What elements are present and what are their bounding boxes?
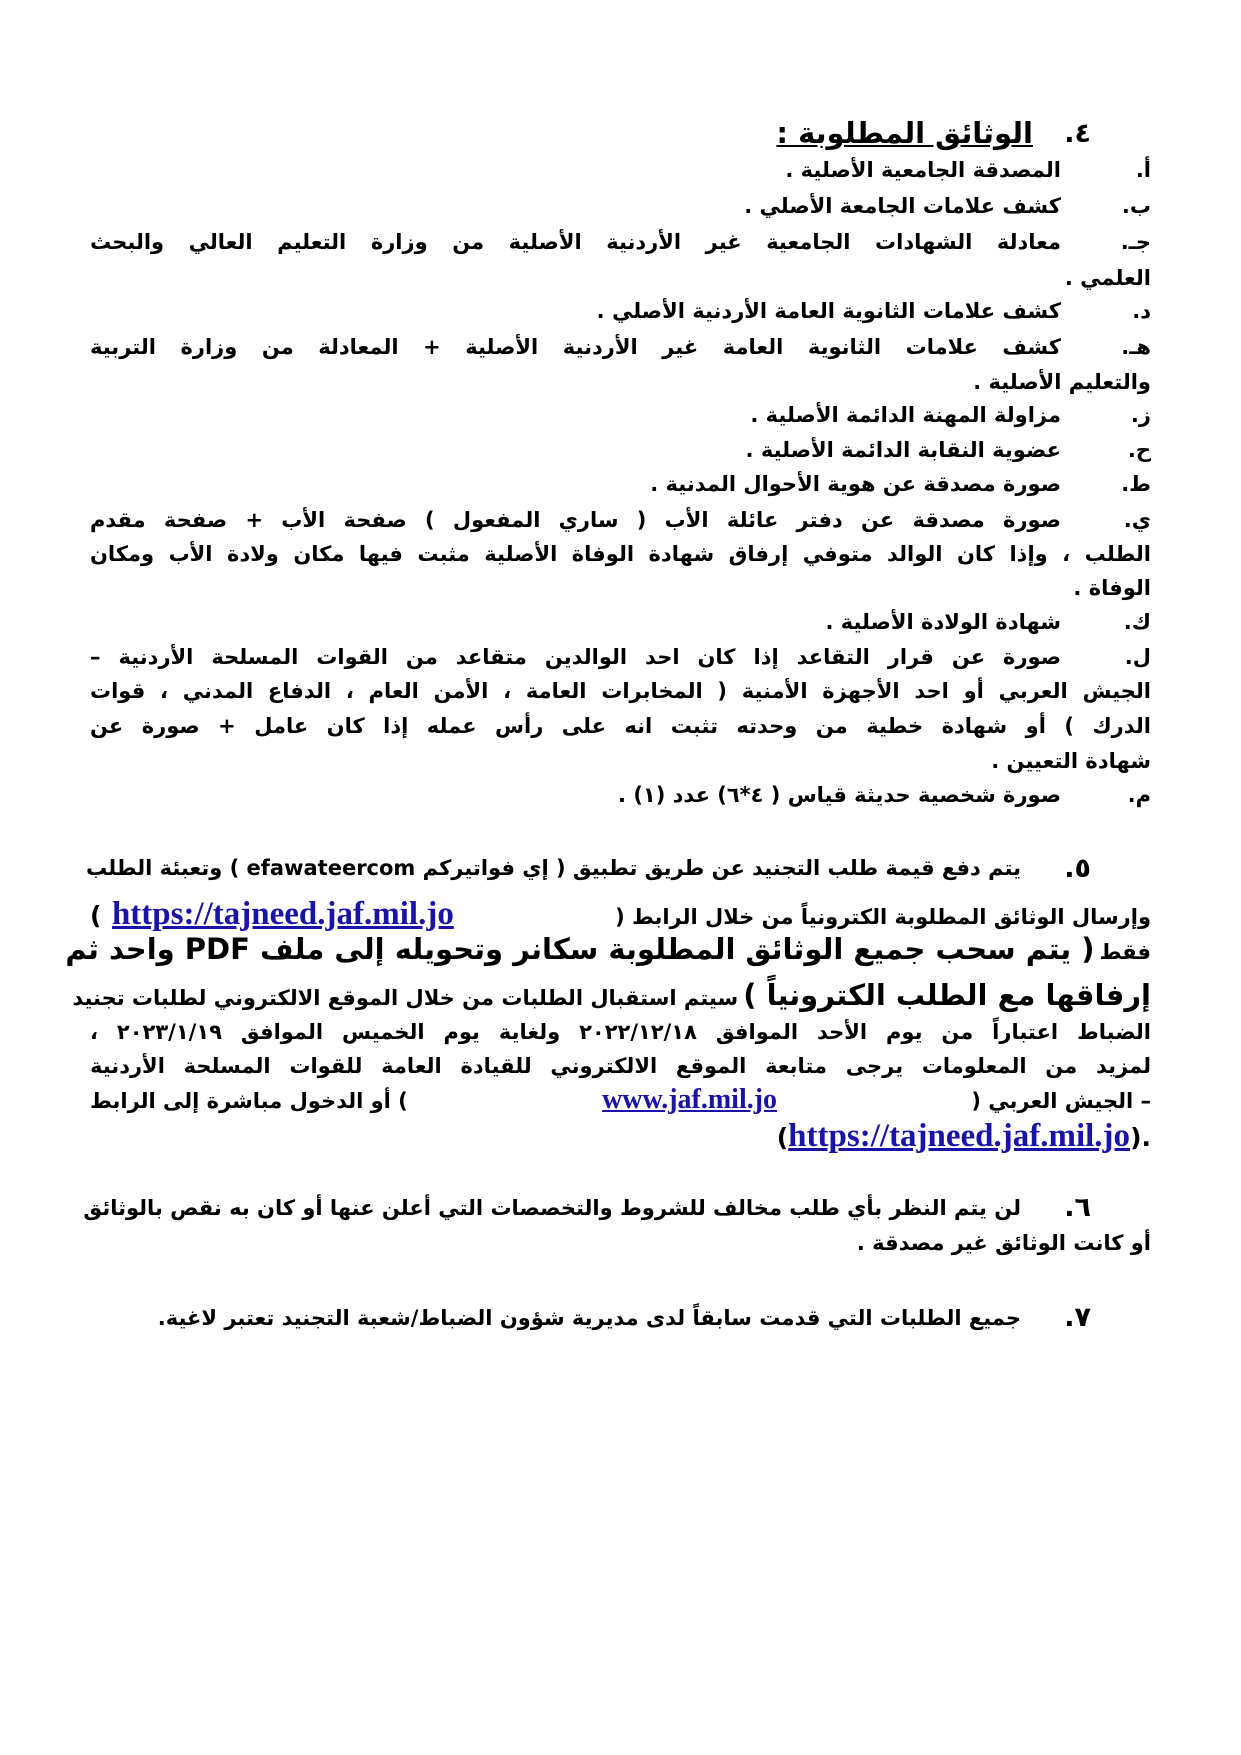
- section-5-link-line-3: [777, 1118, 1151, 1155]
- section-5-line-text: وإرسال الوثائق المطلوبة الكترونياً من خلال الرابط (: [615, 905, 1151, 929]
- item-text: مزاولة المهنة الدائمة الأصلية .: [750, 403, 1061, 427]
- section-5-line-text: سيتم استقبال الطلبات من خلال الموقع الالكتروني لطلبات تجنيد: [72, 986, 739, 1010]
- section-6-number: ٦.: [1064, 1192, 1091, 1223]
- section-5-line-text: – الجيش العربي (: [971, 1089, 1151, 1113]
- section-5-line: لمزيد من المعلومات يرجى متابعة الموقع الالكتروني للقيادة العامة للقوات المسلحة الأردنية: [90, 1054, 1151, 1078]
- item-letter: ز.: [1130, 403, 1151, 427]
- item-text: صورة مصدقة عن دفتر عائلة الأب ( ساري المفعول ) صفحة الأب + صفحة مقدم: [90, 508, 1061, 532]
- item-text-continued: العلمي .: [1064, 266, 1151, 290]
- section-7-line: جميع الطلبات التي قدمت سابقاً لدى مديرية شؤون الضباط/شعبة التجنيد تعتبر لاغية.: [157, 1306, 1021, 1330]
- list-item: [90, 230, 1151, 266]
- emphasis-text: ( يتم سحب جميع الوثائق المطلوبة سكانر وتحويله إلى ملف PDF واحد ثم: [65, 932, 1095, 966]
- item-letter: ي.: [1123, 508, 1151, 532]
- section-5-emphasis-line-2: [72, 978, 1151, 1012]
- item-text: معادلة الشهادات الجامعية غير الأردنية الأصلية من وزارة التعليم العالي والبحث: [90, 230, 1061, 254]
- item-text: كشف علامات الثانوية العامة غير الأردنية الأصلية + المعادلة من وزارة التربية: [90, 335, 1061, 359]
- item-text: كشف علامات الثانوية العامة الأردنية الأصلي .: [596, 299, 1061, 323]
- item-text: صورة عن قرار التقاعد إذا كان احد الوالدين متقاعد من القوات المسلحة الأردنية –: [90, 645, 1061, 669]
- item-text-continued: شهادة التعيين .: [991, 749, 1151, 773]
- section-5-line: يتم دفع قيمة طلب التجنيد عن طريق تطبيق ( إي فواتيركم efawateercom ) وتعبئة الطلب: [86, 856, 1021, 880]
- item-text-continued: والتعليم الأصلية .: [973, 370, 1151, 394]
- only-label: فقط: [1099, 940, 1151, 964]
- section-5-link-line: [90, 893, 1151, 933]
- paren-open: (: [776, 1123, 789, 1152]
- list-item: [90, 299, 1151, 335]
- list-item: [90, 610, 1151, 646]
- section-6-line: أو كانت الوثائق غير مصدقة .: [856, 1231, 1151, 1255]
- item-text-continued: الطلب ، وإذا كان الوالد متوفي إرفاق شهادة الوفاة الأصلية مثبت فيها مكان ولادة الأب ومكان: [90, 542, 1151, 566]
- item-letter: جـ.: [1120, 230, 1151, 254]
- section-5-link-wrap: [90, 893, 454, 933]
- item-text-continued: الوفاة .: [1073, 576, 1151, 600]
- item-text: صورة شخصية حديثة قياس ( ٤*٦) عدد (١) .: [618, 783, 1061, 807]
- section-5-emphasis-line: [65, 932, 1151, 966]
- list-item: [90, 403, 1151, 439]
- list-item: [90, 472, 1151, 508]
- item-letter: ب.: [1121, 194, 1151, 218]
- section-4-number: ٤.: [1064, 118, 1091, 149]
- item-letter: ط.: [1121, 472, 1151, 496]
- section-7-number: ٧.: [1064, 1302, 1091, 1333]
- item-text-continued: الدرك ) أو شهادة خطية من وحدته تثبت انه على رأس عمله إذا كان عامل + صورة عن: [90, 714, 1151, 738]
- section-5-line: الضباط اعتباراً من يوم الأحد الموافق ٢٠٢٢/١٢/١٨ ولغاية يوم الخميس الموافق ٢٠٢٣/١/١٩ ،: [90, 1020, 1152, 1044]
- list-item: [90, 783, 1151, 819]
- item-letter: أ.: [1135, 158, 1151, 182]
- list-item: [90, 508, 1151, 544]
- jaf-website-link[interactable]: www.jaf.mil.jo: [602, 1084, 778, 1115]
- section-4-title: الوثائق المطلوبة :: [776, 116, 1033, 150]
- list-item: [90, 438, 1151, 474]
- item-letter: م.: [1127, 783, 1151, 807]
- item-text: المصدقة الجامعية الأصلية .: [785, 158, 1061, 182]
- item-letter: ك.: [1123, 610, 1151, 634]
- tajneed-link[interactable]: https://tajneed.jaf.mil.jo: [111, 896, 454, 932]
- section-5-number: ٥.: [1064, 853, 1091, 884]
- list-item: [90, 194, 1151, 230]
- section-5-line-text: ) أو الدخول مباشرة إلى الرابط: [90, 1089, 408, 1113]
- section-6-line: لن يتم النظر بأي طلب مخالف للشروط والتخصصات التي أعلن عنها أو كان به نقص بالوثائق: [83, 1196, 1021, 1220]
- item-text: كشف علامات الجامعة الأصلي .: [744, 194, 1061, 218]
- item-letter: ل.: [1124, 645, 1151, 669]
- item-letter: ح.: [1127, 438, 1151, 462]
- list-item: [90, 158, 1151, 194]
- item-letter: د.: [1132, 299, 1151, 323]
- list-item: [90, 645, 1151, 681]
- item-text-continued: الجيش العربي أو احد الأجهزة الأمنية ( المخابرات العامة ، الأمن العام ، الدفاع المدني ، قوات: [90, 679, 1151, 703]
- item-text: عضوية النقابة الدائمة الأصلية .: [745, 438, 1061, 462]
- tajneed-link-2[interactable]: https://tajneed.jaf.mil.jo: [788, 1118, 1131, 1154]
- item-text: شهادة الولادة الأصلية .: [825, 610, 1061, 634]
- emphasis-text: إرفاقها مع الطلب الكترونياً ): [743, 978, 1151, 1012]
- paren-close: ).: [1130, 1123, 1151, 1152]
- paren-close: ): [90, 901, 102, 930]
- item-text: صورة مصدقة عن هوية الأحوال المدنية .: [650, 472, 1061, 496]
- list-item: [90, 335, 1151, 371]
- item-letter: هـ.: [1121, 335, 1151, 359]
